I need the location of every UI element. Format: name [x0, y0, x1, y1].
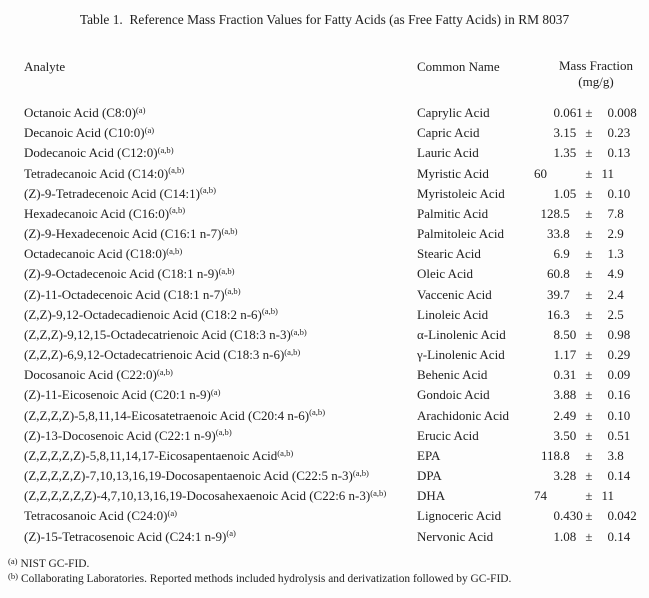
- mass-fraction-value-int: 0: [553, 508, 560, 524]
- analyte-footnote-marker: (a): [144, 124, 155, 135]
- mass-fraction-value-int: 16: [547, 306, 560, 322]
- analyte-cell: [24, 164, 184, 185]
- mass-fraction-value-frac: .50: [560, 427, 577, 443]
- mass-fraction-value-int: 1: [553, 528, 560, 544]
- plus-minus-sign: ±: [585, 407, 593, 423]
- analyte-footnote-marker: (a,b): [215, 427, 232, 438]
- plus-minus-sign: ±: [585, 266, 593, 282]
- analyte-name: (Z)-9-Tetradecenoic Acid (C14:1): [24, 185, 200, 201]
- analyte-name: (Z)-9-Octadecenoic Acid (C18:1 n-9): [24, 266, 219, 282]
- table-row: [0, 204, 649, 224]
- mass-fraction-value-frac: .3: [560, 306, 570, 322]
- mass-fraction-value-frac: .9: [560, 246, 570, 262]
- analyte-cell: [24, 204, 185, 225]
- table-row: [0, 365, 649, 385]
- analyte-footnote-marker: (a,b): [218, 265, 235, 276]
- uncertainty-frac: .4: [614, 286, 624, 302]
- plus-minus-sign: ±: [585, 145, 593, 161]
- analyte-footnote-marker: (a,b): [168, 165, 185, 176]
- analyte-cell: [24, 123, 154, 144]
- analyte-footnote-marker: (a): [226, 528, 236, 539]
- uncertainty-int: 11: [601, 165, 614, 181]
- mass-fraction-value-int: 3: [553, 387, 560, 403]
- footnote-b-marker: (b): [8, 570, 19, 581]
- mass-fraction-value-frac: .8: [560, 447, 570, 463]
- mass-fraction-value-int: 128: [540, 205, 560, 221]
- uncertainty-int: 0: [607, 145, 614, 161]
- analyte-name: (Z)-13-Docosenoic Acid (C22:1 n-9): [24, 427, 216, 443]
- uncertainty-int: 0: [607, 528, 614, 544]
- mass-fraction-value-frac: .5: [560, 205, 570, 221]
- analyte-cell: [24, 406, 325, 427]
- footnote-b-text: Collaborating Laboratories. Reported methods included hydrolysis and derivatization followed by GC-FID.: [21, 573, 512, 585]
- mass-fraction-value-int: 6: [553, 246, 560, 262]
- common-name-cell: Palmitic Acid: [417, 205, 489, 221]
- column-header-common-name: Common Name: [417, 59, 500, 74]
- uncertainty-frac: .8: [614, 447, 624, 463]
- analyte-footnote-marker: (a,b): [169, 205, 186, 216]
- common-name-cell: Arachidonic Acid: [417, 407, 510, 423]
- common-name-cell: Lignoceric Acid: [417, 508, 502, 524]
- uncertainty-int: 0: [607, 105, 614, 120]
- mass-fraction-value-int: 118: [540, 447, 560, 463]
- mass-fraction-value-int: 3: [553, 468, 560, 484]
- analyte-name: Docosanoic Acid (C22:0): [24, 367, 157, 383]
- common-name-cell: Oleic Acid: [417, 266, 473, 282]
- mass-fraction-value-int: 39: [547, 286, 560, 302]
- uncertainty-frac: .5: [614, 306, 624, 322]
- uncertainty-frac: .042: [614, 508, 637, 524]
- uncertainty-frac: .14: [614, 468, 631, 484]
- uncertainty-int: 0: [607, 367, 614, 383]
- uncertainty-frac: .10: [614, 407, 631, 423]
- analyte-name: (Z)-15-Tetracosenoic Acid (C24:1 n-9): [24, 528, 227, 544]
- common-name-cell: EPA: [417, 447, 441, 463]
- plus-minus-sign: ±: [585, 367, 593, 383]
- analyte-name: (Z,Z,Z)-9,12,15-Octadecatrienoic Acid (C18:3 n-3): [24, 326, 291, 342]
- uncertainty-frac: .98: [614, 326, 631, 342]
- plus-minus-sign: ±: [585, 447, 593, 463]
- table-row: [0, 426, 649, 446]
- analyte-name: Octadecanoic Acid (C18:0): [24, 246, 167, 262]
- table-row: [0, 164, 649, 184]
- table-row: [0, 325, 649, 345]
- table-row: [0, 466, 649, 486]
- analyte-cell: [24, 325, 307, 346]
- column-header-mass-fraction: [533, 58, 649, 91]
- analyte-name: Dodecanoic Acid (C12:0): [24, 145, 158, 161]
- analyte-footnote-marker: (a,b): [221, 225, 238, 236]
- plus-minus-sign: ±: [585, 468, 593, 484]
- column-header-analyte: Analyte: [24, 59, 66, 74]
- mass-fraction-value-int: 3: [553, 427, 560, 443]
- mass-fraction-value-frac: .28: [560, 468, 577, 484]
- column-header-mass-fraction-line1: Mass Fraction: [558, 58, 634, 73]
- analyte-footnote-marker: (a,b): [224, 286, 241, 297]
- analyte-cell: [24, 365, 173, 386]
- mass-fraction-value-int: 8: [553, 326, 560, 342]
- table-row: [0, 123, 649, 143]
- mass-fraction-value-frac: .49: [560, 407, 577, 423]
- analyte-cell: [24, 466, 369, 487]
- analyte-footnote-marker: (a): [135, 104, 146, 115]
- plus-minus-sign: ±: [585, 185, 593, 201]
- footnote-b: [8, 570, 512, 585]
- common-name-cell: Palmitoleic Acid: [417, 226, 505, 242]
- footnote-a-text: NIST GC-FID.: [20, 558, 90, 570]
- mass-fraction-value-frac: .17: [560, 347, 577, 363]
- analyte-name: (Z)-9-Hexadecenoic Acid (C16:1 n-7): [24, 226, 222, 242]
- plus-minus-sign: ±: [585, 226, 593, 242]
- analyte-cell: [24, 224, 237, 245]
- analyte-cell: [24, 345, 300, 366]
- uncertainty-int: 1: [607, 246, 614, 262]
- uncertainty-frac: .13: [614, 145, 631, 161]
- table-row: [0, 406, 649, 426]
- mass-fraction-value-int: 3: [553, 125, 560, 141]
- analyte-cell: [24, 486, 386, 507]
- common-name-cell: Linoleic Acid: [417, 306, 489, 322]
- common-name-cell: Stearic Acid: [417, 246, 481, 262]
- mass-fraction-value-int: 1: [553, 145, 560, 161]
- analyte-name: (Z,Z,Z,Z)-5,8,11,14-Eicosatetraenoic Acid (C20:4 n-6): [24, 407, 310, 423]
- common-name-cell: α-Linolenic Acid: [417, 326, 506, 342]
- uncertainty-int: 0: [607, 347, 614, 363]
- analyte-footnote-marker: (a,b): [166, 245, 183, 256]
- footnote-a: [8, 555, 90, 570]
- plus-minus-sign: ±: [585, 326, 593, 342]
- uncertainty-int: 3: [607, 447, 614, 463]
- table-row: [0, 244, 649, 264]
- analyte-footnote-marker: (a,b): [277, 447, 294, 458]
- common-name-cell: Nervonic Acid: [417, 528, 494, 544]
- table-row: [0, 385, 649, 405]
- analyte-name: (Z,Z,Z)-6,9,12-Octadecatrienoic Acid (C18:3 n-6): [24, 347, 285, 363]
- table-row: [0, 486, 649, 506]
- column-header-mass-fraction-unit: (mg/g): [578, 74, 614, 90]
- analyte-footnote-marker: (a,b): [352, 467, 369, 478]
- uncertainty-frac: .8: [614, 205, 624, 221]
- analyte-cell: [24, 264, 235, 285]
- analyte-name: Decanoic Acid (C10:0): [24, 125, 145, 141]
- common-name-cell: Myristoleic Acid: [417, 185, 505, 201]
- table-title: Table 1. Reference Mass Fraction Values for Fatty Acids (as Free Fatty Acids) in RM 8037: [79, 12, 570, 27]
- mass-fraction-value-int: 33: [547, 226, 560, 242]
- analyte-name: (Z,Z)-9,12-Octadecadienoic Acid (C18:2 n-6): [24, 306, 262, 322]
- table-row: [0, 305, 649, 325]
- analyte-footnote-marker: (a,b): [370, 487, 387, 498]
- plus-minus-sign: ±: [585, 105, 593, 120]
- common-name-cell: γ-Linolenic Acid: [417, 347, 505, 363]
- mass-fraction-value-int: 0: [553, 105, 560, 120]
- uncertainty-int: 0: [607, 326, 614, 342]
- common-name-cell: Vaccenic Acid: [417, 286, 492, 302]
- uncertainty-frac: .29: [614, 347, 631, 363]
- analyte-name: (Z)-11-Octadecenoic Acid (C18:1 n-7): [24, 286, 225, 302]
- table-row: [0, 506, 649, 526]
- table-row: [0, 527, 649, 547]
- uncertainty-frac: .09: [614, 367, 631, 383]
- footnote-a-marker: (a): [8, 555, 18, 566]
- analyte-footnote-marker: (a,b): [157, 144, 174, 155]
- table-row: [0, 184, 649, 204]
- analyte-footnote-marker: (a): [210, 387, 221, 398]
- uncertainty-frac: .16: [614, 387, 631, 403]
- uncertainty-frac: .9: [614, 266, 624, 282]
- mass-fraction-value-frac: .15: [560, 125, 577, 141]
- table-row: [0, 446, 649, 466]
- analyte-name: (Z,Z,Z,Z,Z,Z)-4,7,10,13,16,19-Docosahexaenoic Acid (C22:6 n-3): [24, 488, 371, 504]
- common-name-cell: Capric Acid: [417, 125, 480, 141]
- uncertainty-int: 2: [607, 306, 614, 322]
- mass-fraction-value-int: 60: [547, 266, 560, 282]
- plus-minus-sign: ±: [585, 165, 593, 181]
- uncertainty-int: 0: [607, 387, 614, 403]
- mass-fraction-value-frac: .35: [560, 145, 577, 161]
- plus-minus-sign: ±: [585, 205, 593, 221]
- analyte-name: (Z,Z,Z,Z,Z)-5,8,11,14,17-Eicosapentaenoic Acid: [24, 447, 278, 463]
- plus-minus-sign: ±: [585, 347, 593, 363]
- analyte-footnote-marker: (a,b): [156, 366, 173, 377]
- mass-fraction-value-int: 2: [553, 407, 560, 423]
- uncertainty-int: 0: [607, 185, 614, 201]
- mass-fraction-value-frac: .061: [560, 105, 583, 120]
- analyte-cell: [24, 285, 241, 306]
- table-body: [0, 103, 649, 547]
- mass-fraction-value-frac: .7: [560, 286, 570, 302]
- plus-minus-sign: ±: [585, 125, 593, 141]
- common-name-cell: DPA: [417, 468, 442, 484]
- analyte-footnote-marker: (a,b): [199, 185, 216, 196]
- plus-minus-sign: ±: [585, 306, 593, 322]
- mass-fraction-value-frac: .50: [560, 326, 577, 342]
- mass-fraction-value-frac: .8: [560, 226, 570, 242]
- mass-fraction-value-frac: .88: [560, 387, 577, 403]
- table-row: [0, 143, 649, 163]
- plus-minus-sign: ±: [585, 427, 593, 443]
- common-name-cell: Erucic Acid: [417, 427, 479, 443]
- table-row: [0, 345, 649, 365]
- uncertainty-int: 7: [607, 205, 614, 221]
- common-name-cell: Caprylic Acid: [417, 105, 490, 120]
- uncertainty-int: 0: [607, 427, 614, 443]
- analyte-name: Octanoic Acid (C8:0): [24, 105, 136, 120]
- mass-fraction-value-int: 74: [534, 488, 547, 504]
- table-row: [0, 103, 649, 123]
- uncertainty-int: 4: [607, 266, 614, 282]
- mass-fraction-value-frac: .31: [560, 367, 577, 383]
- analyte-footnote-marker: (a,b): [309, 407, 326, 418]
- analyte-cell: [24, 426, 232, 447]
- mass-fraction-value-int: 0: [553, 367, 560, 383]
- plus-minus-sign: ±: [585, 387, 593, 403]
- analyte-cell: [24, 446, 293, 467]
- uncertainty-int: 0: [607, 125, 614, 141]
- plus-minus-sign: ±: [585, 488, 593, 504]
- mass-fraction-value-frac: .8: [560, 266, 570, 282]
- analyte-footnote-marker: (a): [167, 508, 178, 519]
- common-name-cell: Gondoic Acid: [417, 387, 490, 403]
- table-row: [0, 285, 649, 305]
- plus-minus-sign: ±: [585, 508, 593, 524]
- mass-fraction-value-int: 1: [553, 347, 560, 363]
- plus-minus-sign: ±: [585, 246, 593, 262]
- uncertainty-int: 11: [601, 488, 614, 504]
- plus-minus-sign: ±: [585, 528, 593, 544]
- analyte-cell: [24, 184, 216, 205]
- mass-fraction-value-frac: .430: [560, 508, 583, 524]
- table-row: [0, 224, 649, 244]
- uncertainty-int: 0: [607, 468, 614, 484]
- plus-minus-sign: ±: [585, 286, 593, 302]
- table-row: [0, 264, 649, 284]
- common-name-cell: Myristic Acid: [417, 165, 489, 181]
- uncertainty-int: 2: [607, 286, 614, 302]
- analyte-cell: [24, 506, 177, 527]
- analyte-name: (Z,Z,Z,Z,Z)-7,10,13,16,19-Docosapentaenoic Acid (C22:5 n-3): [24, 468, 353, 484]
- uncertainty-frac: .3: [614, 246, 624, 262]
- analyte-name: Tetracosanoic Acid (C24:0): [24, 508, 168, 524]
- uncertainty-frac: .10: [614, 185, 631, 201]
- uncertainty-frac: .23: [614, 125, 631, 141]
- analyte-name: Hexadecanoic Acid (C16:0): [24, 205, 170, 221]
- mass-fraction-value-frac: .05: [560, 185, 577, 201]
- uncertainty-frac: .9: [614, 226, 624, 242]
- analyte-cell: [24, 385, 220, 406]
- analyte-cell: [24, 527, 236, 548]
- uncertainty-int: 2: [607, 226, 614, 242]
- analyte-cell: [24, 143, 174, 164]
- mass-fraction-value-frac: .08: [560, 528, 577, 544]
- analyte-name: (Z)-11-Eicosenoic Acid (C20:1 n-9): [24, 387, 211, 403]
- analyte-footnote-marker: (a,b): [284, 346, 301, 357]
- uncertainty-frac: .14: [614, 528, 631, 544]
- mass-fraction-value-int: 60: [534, 165, 547, 181]
- analyte-footnote-marker: (a,b): [290, 326, 307, 337]
- analyte-name: Tetradecanoic Acid (C14:0): [24, 165, 169, 181]
- uncertainty-int: 0: [607, 508, 614, 524]
- uncertainty-frac: .008: [614, 105, 637, 120]
- uncertainty-frac: .51: [614, 427, 631, 443]
- common-name-cell: Behenic Acid: [417, 367, 488, 383]
- uncertainty-int: 0: [607, 407, 614, 423]
- analyte-cell: [24, 103, 145, 124]
- analyte-cell: [24, 305, 278, 326]
- mass-fraction-value-int: 1: [553, 185, 560, 201]
- analyte-footnote-marker: (a,b): [261, 306, 278, 317]
- common-name-cell: Lauric Acid: [417, 145, 479, 161]
- common-name-cell: DHA: [417, 488, 446, 504]
- analyte-cell: [24, 244, 182, 265]
